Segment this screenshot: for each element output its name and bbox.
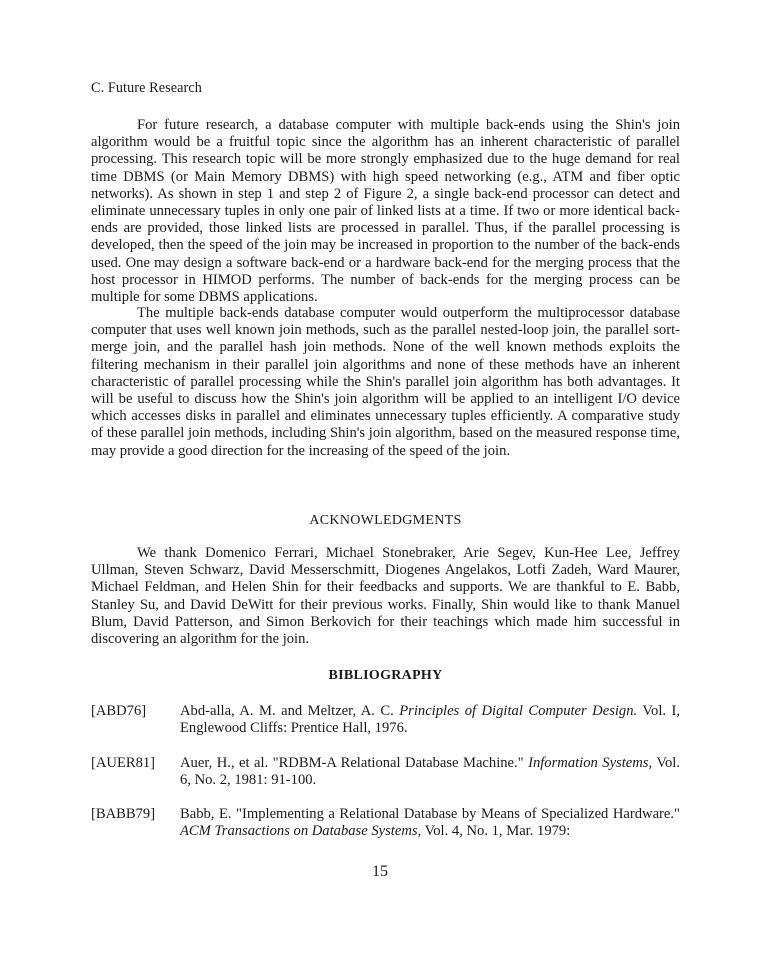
citation-authors: Auer, H., et al. "RDBM-A Relational Database Machine."	[180, 755, 529, 771]
citation-title: ACM Transactions on Database Systems,	[180, 823, 422, 840]
bibliography-heading: BIBLIOGRAPHY	[328, 668, 443, 683]
citation-details: Vol. 6, No. 2, 1981: 91-100.	[180, 755, 680, 789]
citation-details: Vol. I, Englewood Cliffs: Prentice Hall, 1976.	[180, 703, 681, 737]
acknowledgments-paragraph: We thank Domenico Ferrari, Michael Stonebraker, Arie Segev, Kun-Hee Lee, Jeffrey Ullman, Steven Schwarz, David Messerschmitt, Diogenes Angelakos, Lotfi Zadeh, Ward Maurer, Michael Feldman, and Helen Shin for their feedbacks and supports. We are thankful to E. Babb, Stanley Su, and David DeWitt for their previous works. Finally, Shin would like to thank Manuel Blum, David Patterson, and Simon Berkovich for their teachings which made him successful in discovering an algorithm for the join.	[91, 545, 680, 648]
citation-text	[180, 755, 680, 789]
citation-text	[180, 806, 680, 840]
acknowledgments-heading: ACKNOWLEDGMENTS	[309, 513, 462, 528]
citation-key: [AUER81]	[91, 755, 156, 771]
citation-key: [ABD76]	[91, 703, 147, 719]
citation-text	[180, 703, 680, 737]
citation-title: Information Systems,	[528, 755, 653, 771]
citation-title: Principles of Digital Computer Design.	[399, 703, 638, 719]
citation-key: [BABB79]	[91, 806, 156, 822]
page-number: 15	[372, 863, 388, 880]
paragraph-future-research-2: The multiple back-ends database computer would outperform the multiprocessor database computer that uses well known join methods, such as the parallel nested-loop join, the parallel sort-merge join, and the parallel hash join methods. None of the well known methods exploits the filtering mechanism in their parallel join algorithms and none of these methods have an inherent characteristic of parallel processing while the Shin's parallel join algorithm has both advantages. It will be useful to discuss how the Shin's join algorithm will be applied to an intelligent I/O device which accesses disks in parallel and eliminates unnecessary tuples efficiently. A comparative study of these parallel join methods, including Shin's join algorithm, based on the measured response time, may provide a good direction for the increasing of the speed of the join.	[91, 305, 680, 459]
section-heading: C. Future Research	[91, 80, 202, 96]
citation-details: Vol. 4, No. 1, Mar. 1979:	[421, 823, 571, 840]
paragraph-future-research-1: For future research, a database computer with multiple back-ends using the Shin's join algorithm would be a fruitful topic since the algorithm has an inherent characteristic of parallel processing. This research topic will be more strongly emphasized due to the huge demand for real time DBMS (or Main Memory DBMS) with high speed networking (e.g., ATM and fiber optic networks). As shown in step 1 and step 2 of Figure 2, a single back-end processor can detect and eliminate unnecessary tuples in only one pair of linked lists at a time. If two or more identical back-ends are provided, those linked lists are processed in parallel. Thus, if the parallel processing is developed, then the speed of the join may be increased in proportion to the number of the back-ends used. One may design a software back-end or a hardware back-end for the merging process that the host processor in HIMOD performs. The number of back-ends for the merging process can be multiple for some DBMS applications.	[91, 117, 680, 306]
citation-authors: Abd-alla, A. M. and Meltzer, A. C.	[180, 703, 400, 719]
citation-authors: Babb, E. "Implementing a Relational Database by Means of Specialized Hardware."	[180, 806, 680, 822]
